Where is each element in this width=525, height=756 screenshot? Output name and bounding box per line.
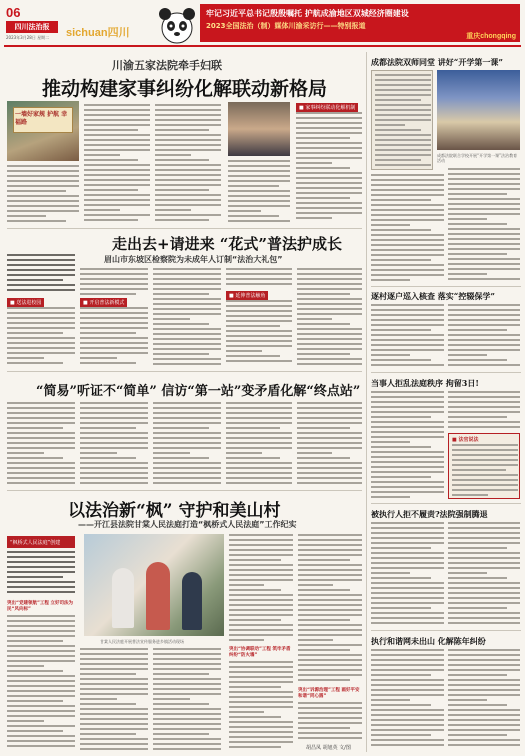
story4-subhead-1: 突出“党建领航”工程 立好司法为民“风向标” bbox=[7, 601, 73, 612]
story4-headline: 以法治新“枫” 守护和美山村 bbox=[68, 501, 281, 521]
story3-divider bbox=[7, 490, 362, 491]
right-story-d-body-2 bbox=[448, 522, 520, 626]
right-story-e-body-2 bbox=[448, 649, 520, 751]
story4-body-col2 bbox=[80, 648, 148, 752]
story2-subhead-2: ■ 开启普法新模式 bbox=[80, 298, 127, 307]
right-story-a-lead-box bbox=[371, 70, 433, 170]
story4-body-col4 bbox=[229, 534, 293, 644]
story1-kicker: 川渝五家法院牵手妇联 bbox=[112, 59, 222, 72]
story1-subhead: ■ 家事纠纷联动化解机制 bbox=[296, 103, 358, 112]
story2-body-col3 bbox=[153, 268, 221, 367]
story1-photo-overlay-text: 一墙好家规 护航 幸福路 bbox=[15, 111, 68, 126]
right-story-d-headline: 被执行人拒不履责?法院强制腾退 bbox=[371, 509, 488, 519]
main-column-divider bbox=[366, 52, 367, 752]
right-story-d-body-1 bbox=[371, 522, 444, 626]
banner-line-1: 牢记习近平总书记殷殷嘱托 护航成渝地区双城经济圈建设 bbox=[206, 9, 409, 18]
chongqing-logo: 重庆chongqing bbox=[466, 33, 516, 40]
story3-headline: “简易”听证不“简单” 信访“第一站”变矛盾化解“终点站” bbox=[36, 384, 361, 399]
story4-body-col3 bbox=[153, 648, 221, 752]
page-number: 06 bbox=[6, 5, 21, 20]
right-story-b-headline: 逐村逐户巡入核查 落实“控辍保学” bbox=[371, 291, 495, 301]
right-divider-2 bbox=[371, 372, 521, 373]
story1-headline: 推动构建家事纠纷化解联动新格局 bbox=[42, 78, 328, 100]
right-story-c-judge-box bbox=[448, 433, 520, 499]
story2-headline: 走出去+请进来 “花式”普法护成长 bbox=[112, 235, 343, 253]
story2-subheadline: 眉山市东坡区检察院为未成年人订制“法治大礼包” bbox=[104, 255, 283, 264]
right-story-b-body-2 bbox=[448, 304, 520, 368]
story4-photo-caption: 甘棠人民法庭开展普法宣传服务进乡镇活动现场 bbox=[100, 639, 184, 644]
story2-body-col5 bbox=[297, 268, 362, 367]
right-story-c-box-title: ■ 法官说法 bbox=[452, 437, 479, 443]
story2-body-col4b bbox=[226, 300, 292, 367]
right-story-e-headline: 执行和谐网未出山 化解陈年纠纷 bbox=[371, 636, 486, 646]
story1-divider bbox=[7, 228, 362, 229]
right-story-c-body-2 bbox=[448, 391, 520, 431]
story2-body-col2 bbox=[80, 268, 148, 300]
banner-line-2: 2023全国法治（制）媒体川渝采访行——特别报道 bbox=[206, 22, 366, 30]
right-divider-3 bbox=[371, 503, 521, 504]
right-story-b-body-1 bbox=[371, 304, 444, 368]
special-report-banner bbox=[200, 4, 520, 42]
header-divider bbox=[4, 45, 521, 47]
story4-side-headline: “枫桥式人民法庭”创建 bbox=[10, 540, 61, 546]
story4-lead bbox=[7, 551, 75, 598]
paper-name-banner: 四川法治报 bbox=[6, 21, 58, 33]
right-story-a-body-1 bbox=[371, 174, 444, 282]
story3-body-col1 bbox=[7, 402, 75, 486]
date-line: 2023年3月28日 星期二 bbox=[6, 35, 50, 40]
story2-body-col4 bbox=[226, 268, 292, 290]
right-story-c-body-1 bbox=[371, 391, 444, 499]
story1-body-col3 bbox=[155, 104, 221, 224]
story4-subhead-3: 突出“诉源治理”工程 画好平安和谐“同心圆” bbox=[298, 688, 360, 699]
story2-body-col1 bbox=[7, 307, 75, 367]
story1-body-col4 bbox=[228, 160, 290, 224]
section-name: sichuan四川 bbox=[66, 27, 130, 39]
story4-body-col5 bbox=[298, 534, 362, 684]
right-story-a-lead-text bbox=[375, 74, 431, 168]
story4-body-col1 bbox=[7, 615, 75, 751]
story3-body-col4 bbox=[226, 402, 292, 486]
story3-body-col3 bbox=[153, 402, 221, 486]
right-story-e-body-1 bbox=[371, 649, 444, 751]
story2-body-col2b bbox=[80, 307, 148, 367]
story2-lead bbox=[7, 254, 75, 296]
story2-divider bbox=[7, 371, 362, 372]
story4-photo-person-1 bbox=[112, 568, 134, 628]
page-header bbox=[0, 0, 525, 46]
panda-mascot-icon bbox=[155, 4, 199, 44]
story1-body-col5 bbox=[296, 112, 362, 224]
story1-photo bbox=[7, 101, 79, 161]
right-story-c-box-text bbox=[452, 444, 518, 498]
story4-photo-person-3 bbox=[182, 572, 202, 630]
story4-byline: 胡昌凤 胡旭英 文/图 bbox=[306, 745, 351, 751]
right-story-a-photo-caption: 成都法院联合学校开展“开学第一课”法治教育活动 bbox=[437, 153, 518, 163]
right-story-a-body-2 bbox=[448, 168, 520, 282]
right-divider-4 bbox=[371, 630, 521, 631]
right-divider-1 bbox=[371, 286, 521, 287]
right-story-a-headline: 成都法院双师同堂 讲好“开学第一课” bbox=[371, 57, 503, 67]
story1-body-col1 bbox=[7, 165, 79, 223]
story4-body-col4b bbox=[229, 661, 293, 752]
right-story-c-headline: 当事人拒乱法庭秩序 拘留3日! bbox=[371, 378, 479, 388]
story1-body-col2 bbox=[84, 104, 150, 224]
story4-subheadline: ——开江县法院甘棠人民法庭打造“枫桥式人民法庭”工作纪实 bbox=[78, 520, 297, 529]
story3-body-col2 bbox=[80, 402, 148, 486]
story4-side-banner bbox=[7, 536, 75, 548]
story4-photo-person-2 bbox=[146, 562, 170, 630]
story3-body-col5 bbox=[297, 402, 362, 486]
story4-photo bbox=[84, 534, 224, 636]
story2-subhead-1: ■ 送法进校园 bbox=[7, 298, 44, 307]
story4-subhead-2: 突出“协调联动”工程 筑牢矛盾纠纷“防火墙” bbox=[229, 647, 291, 658]
story4-body-col5b bbox=[298, 702, 362, 742]
right-story-a-photo bbox=[437, 70, 520, 150]
story2-subhead-3: ■ 延伸普法触角 bbox=[226, 291, 268, 300]
story1-meeting-photo bbox=[228, 102, 290, 156]
